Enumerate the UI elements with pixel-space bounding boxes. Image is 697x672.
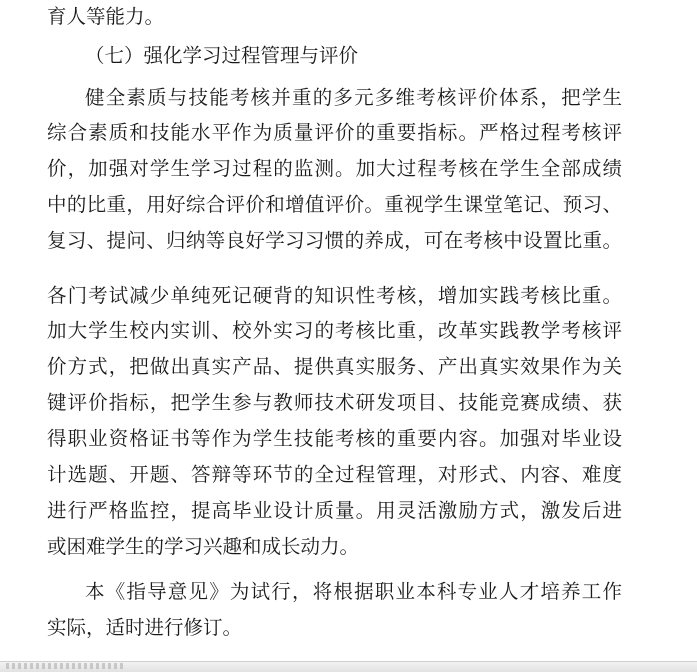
status-bar <box>0 661 697 672</box>
paragraph-line: 键评价指标，把学生参与教师技术研发项目、技能竞赛成绩、获 <box>47 391 622 414</box>
paragraph-line: 价，加强对学生学习过程的监测。加大过程考核在学生全部成绩 <box>47 157 622 180</box>
paragraph-line: 得职业资格证书等作为学生技能考核的重要内容。加强对毕业设 <box>47 427 622 450</box>
continuation-text: 育人等能力。 <box>47 5 165 28</box>
status-bar-cutoff <box>6 663 126 669</box>
paragraph-line: 计选题、开题、答辩等环节的全过程管理，对形式、内容、难度 <box>47 463 622 486</box>
paragraph-line: 综合素质和技能水平作为质量评价的重要指标。严格过程考核评 <box>47 121 622 144</box>
paragraph-line: 本《指导意见》为试行，将根据职业本科专业人才培养工作 <box>85 580 622 603</box>
paragraph-line: 加大学生校内实训、校外实习的考核比重，改革实践教学考核评 <box>47 319 622 342</box>
paragraph-line: 实际，适时进行修订。 <box>47 616 243 639</box>
paragraph-line: 价方式，把做出真实产品、提供真实服务、产出真实效果作为关 <box>47 355 622 378</box>
paragraph-line: 进行严格监控，提高毕业设计质量。用灵活激励方式，激发后进 <box>47 499 622 522</box>
paragraph-line: 中的比重，用好综合评价和增值评价。重视学生课堂笔记、预习、 <box>47 193 622 216</box>
paragraph-line: 健全素质与技能考核并重的多元多维考核评价体系，把学生 <box>85 86 622 109</box>
paragraph-line: 各门考试减少单纯死记硬背的知识性考核，增加实践考核比重。 <box>47 284 622 307</box>
section-heading: （七）强化学习过程管理与评价 <box>85 44 359 67</box>
paragraph-line: 复习、提问、归纳等良好学习习惯的养成，可在考核中设置比重。 <box>47 229 622 252</box>
paragraph-line: 或困难学生的学习兴趣和成长动力。 <box>47 535 360 558</box>
